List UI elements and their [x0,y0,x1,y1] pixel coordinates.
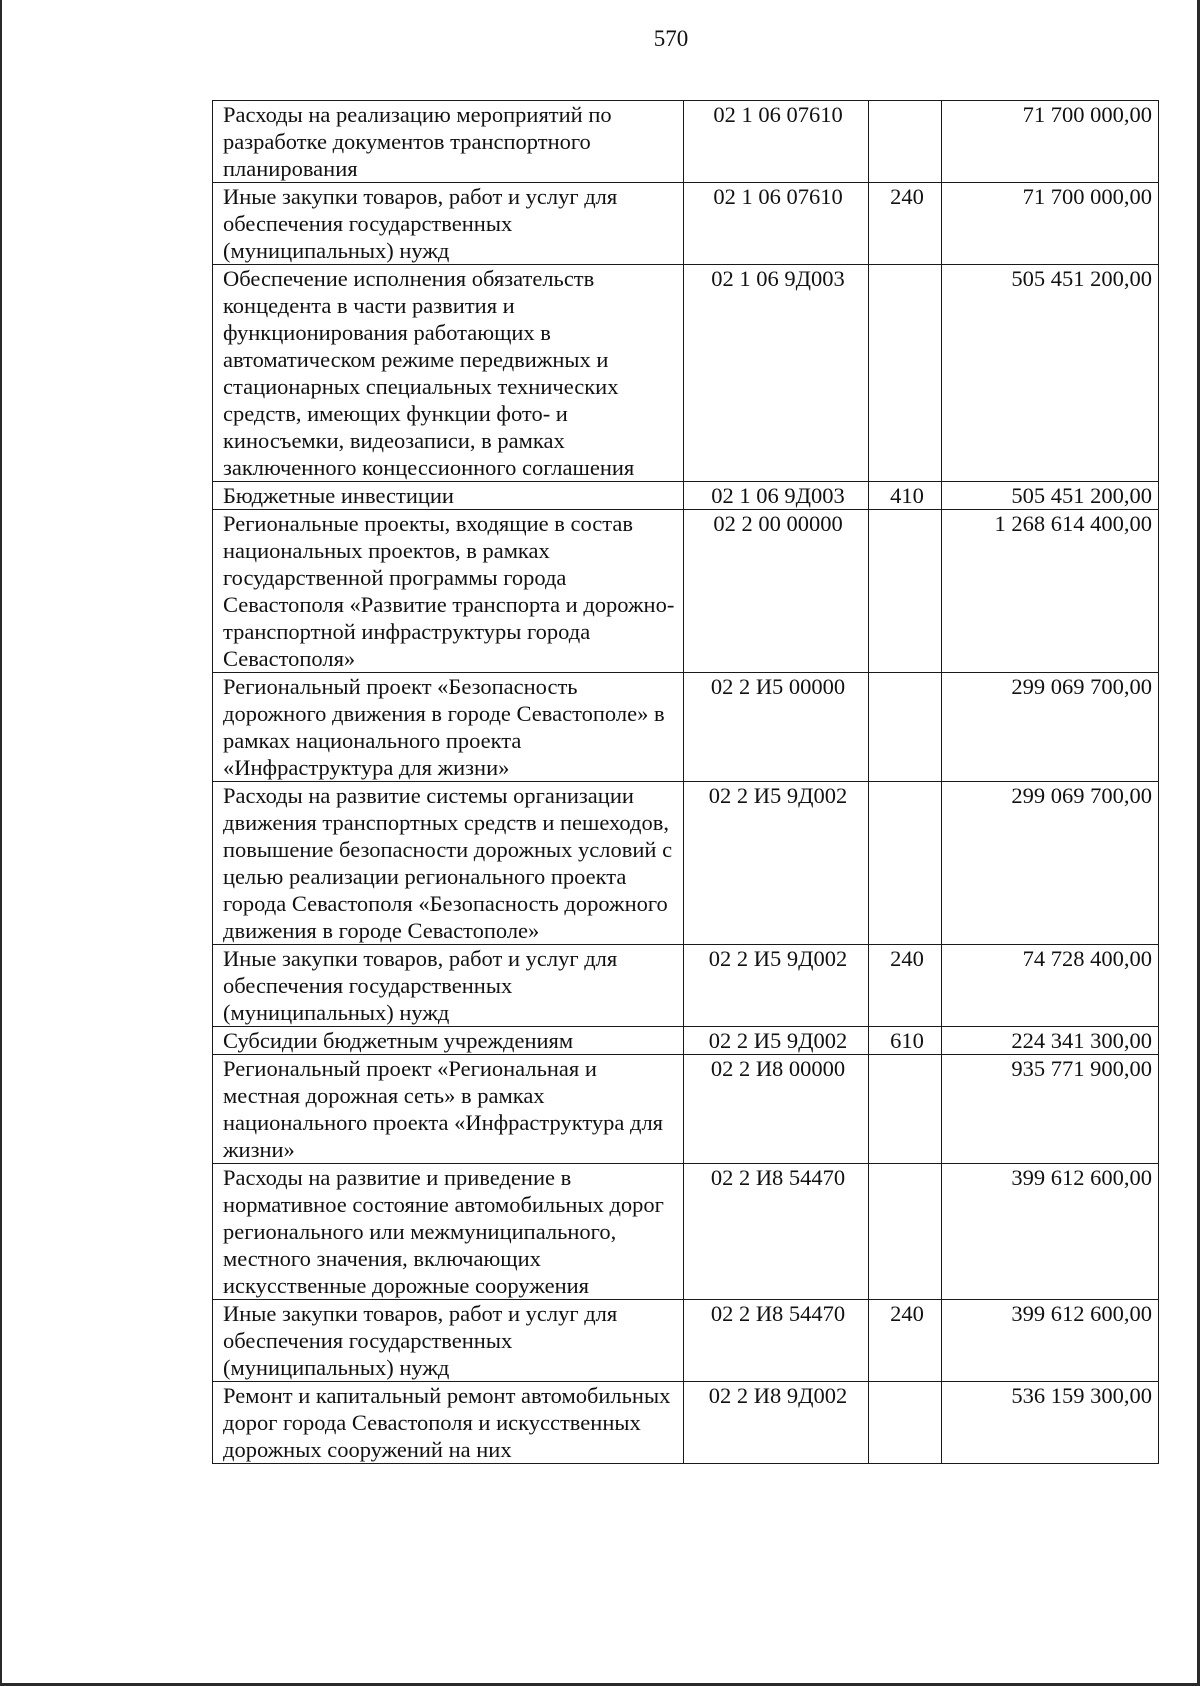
row-expense-type [869,782,942,945]
row-code: 02 2 И8 9Д002 [684,1382,869,1464]
row-sum: 1 268 614 400,00 [942,510,1159,673]
table-row [213,482,1159,510]
table-row [213,1027,1159,1055]
row-expense-type: 240 [869,1300,942,1382]
row-code: 02 2 00 00000 [684,510,869,673]
scan-edge-left [0,0,2,1686]
row-expense-type [869,1055,942,1164]
row-name: Субсидии бюджетным учреждениям [213,1027,684,1055]
row-sum: 71 700 000,00 [942,101,1159,183]
row-sum: 299 069 700,00 [942,782,1159,945]
row-name: Региональный проект «Безопасность дорожного движения в городе Севастополе» в рамках национального проекта «Инфраструктура для жизни» [213,673,684,782]
row-code: 02 2 И5 00000 [684,673,869,782]
row-code: 02 1 06 9Д003 [684,265,869,482]
table-row [213,183,1159,265]
row-sum: 935 771 900,00 [942,1055,1159,1164]
row-code: 02 1 06 07610 [684,183,869,265]
row-expense-type [869,510,942,673]
row-name: Иные закупки товаров, работ и услуг для обеспечения государственных (муниципальных) нужд [213,183,684,265]
row-code: 02 2 И5 9Д002 [684,1027,869,1055]
row-sum: 536 159 300,00 [942,1382,1159,1464]
row-expense-type [869,673,942,782]
table-row [213,1164,1159,1300]
row-name: Бюджетные инвестиции [213,482,684,510]
table-row [213,1382,1159,1464]
row-expense-type: 410 [869,482,942,510]
row-name: Иные закупки товаров, работ и услуг для обеспечения государственных (муниципальных) нужд [213,945,684,1027]
row-expense-type [869,1382,942,1464]
row-code: 02 1 06 9Д003 [684,482,869,510]
row-sum: 224 341 300,00 [942,1027,1159,1055]
row-sum: 71 700 000,00 [942,183,1159,265]
row-name: Ремонт и капитальный ремонт автомобильных дорог города Севастополя и искусственных дорожных сооружений на них [213,1382,684,1464]
table-row [213,1055,1159,1164]
page-number: 570 [653,26,689,51]
row-sum: 74 728 400,00 [942,945,1159,1027]
table-row [213,1300,1159,1382]
table-row [213,945,1159,1027]
row-name: Обеспечение исполнения обязательств концедента в части развития и функционирования работающих в автоматическом режиме передвижных и стационарных специальных технических средств, имеющих функции фото- и киносъемки, видеозаписи, в рамках заключенного концессионного соглашения [213,265,684,482]
row-sum: 505 451 200,00 [942,482,1159,510]
row-expense-type: 610 [869,1027,942,1055]
row-name: Расходы на развитие системы организации движения транспортных средств и пешеходов, повышение безопасности дорожных условий с целью реализации регионального проекта города Севастополя «Безопасность дорожного движения в городе Севастополе» [213,782,684,945]
table-row [213,101,1159,183]
row-code: 02 2 И5 9Д002 [684,945,869,1027]
row-expense-type: 240 [869,945,942,1027]
row-expense-type [869,265,942,482]
table-row [213,265,1159,482]
table-row [213,510,1159,673]
table-row [213,673,1159,782]
row-code: 02 2 И5 9Д002 [684,782,869,945]
row-name: Расходы на реализацию мероприятий по разработке документов транспортного планирования [213,101,684,183]
row-code: 02 2 И8 54470 [684,1300,869,1382]
row-code: 02 2 И8 54470 [684,1164,869,1300]
row-code: 02 2 И8 00000 [684,1055,869,1164]
row-name: Региональный проект «Региональная и местная дорожная сеть» в рамках национального проекта «Инфраструктура для жизни» [213,1055,684,1164]
row-sum: 399 612 600,00 [942,1300,1159,1382]
row-sum: 299 069 700,00 [942,673,1159,782]
row-name: Региональные проекты, входящие в состав национальных проектов, в рамках государственной программы города Севастополя «Развитие транспорта и дорожно-транспортной инфраструктуры города Севастополя» [213,510,684,673]
table-row [213,782,1159,945]
row-code: 02 1 06 07610 [684,101,869,183]
budget-table [212,100,1159,1464]
row-expense-type [869,101,942,183]
row-name: Иные закупки товаров, работ и услуг для обеспечения государственных (муниципальных) нужд [213,1300,684,1382]
row-expense-type: 240 [869,183,942,265]
row-sum: 399 612 600,00 [942,1164,1159,1300]
row-expense-type [869,1164,942,1300]
row-sum: 505 451 200,00 [942,265,1159,482]
row-name: Расходы на развитие и приведение в нормативное состояние автомобильных дорог регионального или межмуниципального, местного значения, включающих искусственные дорожные сооружения [213,1164,684,1300]
